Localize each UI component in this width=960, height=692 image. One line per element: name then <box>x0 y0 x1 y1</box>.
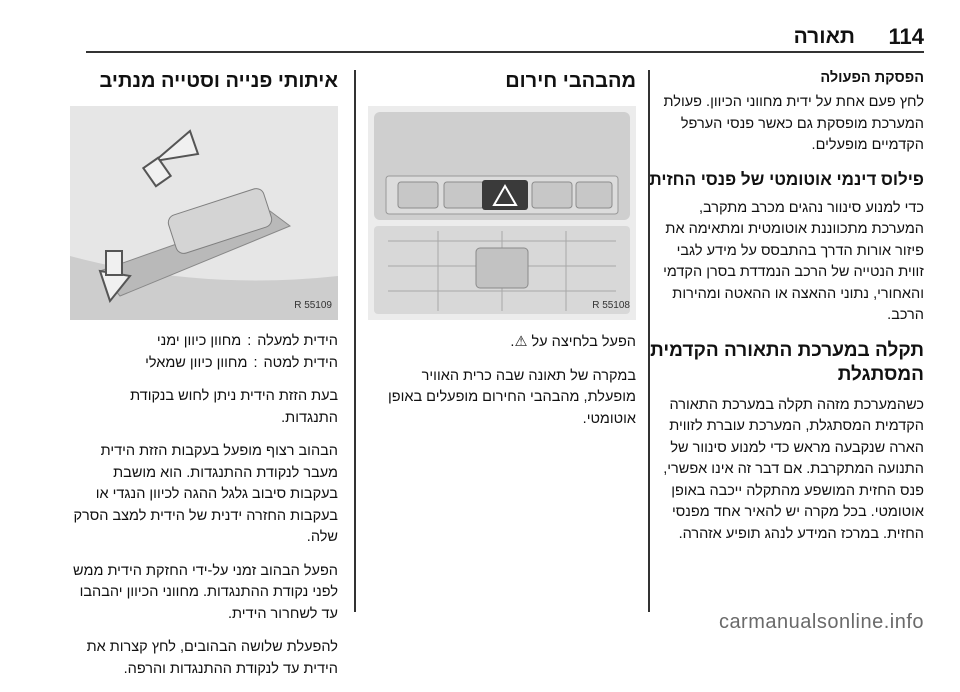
hazard-caption: הפעל בלחיצה על ⚠. <box>510 334 636 350</box>
stop-text: לחץ פעם אחת על ידית מחווני הכיוון. פעולת המערכת מופסקת גם כאשר פנסי הערפל הקדמיים מופעלים. <box>663 94 924 153</box>
dashboard-illustration <box>368 106 636 320</box>
turn-signal-p3: הפעל הבהוב זמני על-ידי החזקת הידית ממש לפני נקודת ההתנגדות. מחווני הכיוון יהבהבו עד לשחרור הידית. <box>73 562 338 622</box>
legend <box>70 330 338 374</box>
legend-key: הידית למעלה <box>257 333 338 349</box>
chapter-title: תאורה <box>793 25 855 48</box>
hazard-title: מהבהבי חירום <box>505 70 636 92</box>
legend-key: הידית למטה <box>263 355 338 371</box>
turn-signal-p2: הבהוב רצוף מופעל בעקבות הזזת הידית מעבר לנקודת ההתנגדות. הוא מושבת בעקבות סיבוב גלגל ההגה לכיוון הנגדי או בעקבות החזרה ידנית של הידית למצב הסרק שלה. <box>73 443 338 545</box>
fault-heading: תקלה במערכת התאורה הקדמית המסתגלת <box>650 339 924 385</box>
afl-text: כדי למנוע סינוור נהגים מכרב מתקרב, המערכת מתכווננת אוטומטית ומתאימה את פיזור אורות הדרך בהתבסס על מידע לגבי זווית הנטייה של הרכב הנמדדת בסרן הקדמי והאחורי, נתוני ההאצה או ההאטה ומהירות הרכב. <box>663 199 924 323</box>
turn-signal-p4: להפעלת שלושה הבהובים, לחץ קצרות את הידית עד לנקודת ההתנגדות והרפה. <box>86 639 338 677</box>
afl-heading: פילוס דינמי אוטומטי של פנסי החזית <box>649 169 924 189</box>
fault-text: כשהמערכת מזהה תקלה במערכת התאורה הקדמית המסתגלת, המערכת עוברת לזווית הארה שנקבעה מראש כדי למנוע סינוור של התנועה המתקרבת. אם דבר זה אינו אפשרי, פנס החזית המושפע מהתקלה ייכבה באופן אוטומטי. בכל מקרה יש להאיר אחד מפנסי החזית. במרכז המידע לנהג תופיע אזהרה. <box>663 396 924 542</box>
left-column <box>70 68 338 692</box>
hazard-figure <box>368 106 636 320</box>
turn-signal-figure <box>70 106 338 320</box>
legend-row: הידית למעלה : מחוון כיוון ימני <box>70 330 338 352</box>
column-divider-left <box>354 70 356 612</box>
legend-row: הידית למטה : מחוון כיוון שמאלי <box>70 352 338 374</box>
turn-signal-title: איתותי פנייה וסטייה מנתיב <box>99 70 338 92</box>
page-header <box>0 0 960 52</box>
right-column <box>648 68 924 557</box>
legend-value: מחוון כיוון שמאלי <box>145 355 248 371</box>
stop-heading: הפסקת הפעולה <box>820 70 924 86</box>
middle-column <box>368 68 636 442</box>
header-rule <box>86 51 924 53</box>
hazard-figure-code: R 55108 <box>592 299 630 311</box>
lever-illustration <box>70 106 338 320</box>
watermark: carmanualsonline.info <box>718 611 924 633</box>
turn-signal-figure-code: R 55109 <box>294 299 332 311</box>
legend-value: מחוון כיוון ימני <box>156 333 242 349</box>
hazard-text: במקרה של תאונה שבה כרית האוויר מופעלת, מהבהבי החירום מופעלים באופן אוטומטי. <box>387 367 636 427</box>
page-number: 114 <box>888 24 924 49</box>
turn-signal-p1: בעת הזזת הידית ניתן לחוש בנקודת התנגדות. <box>130 388 338 426</box>
